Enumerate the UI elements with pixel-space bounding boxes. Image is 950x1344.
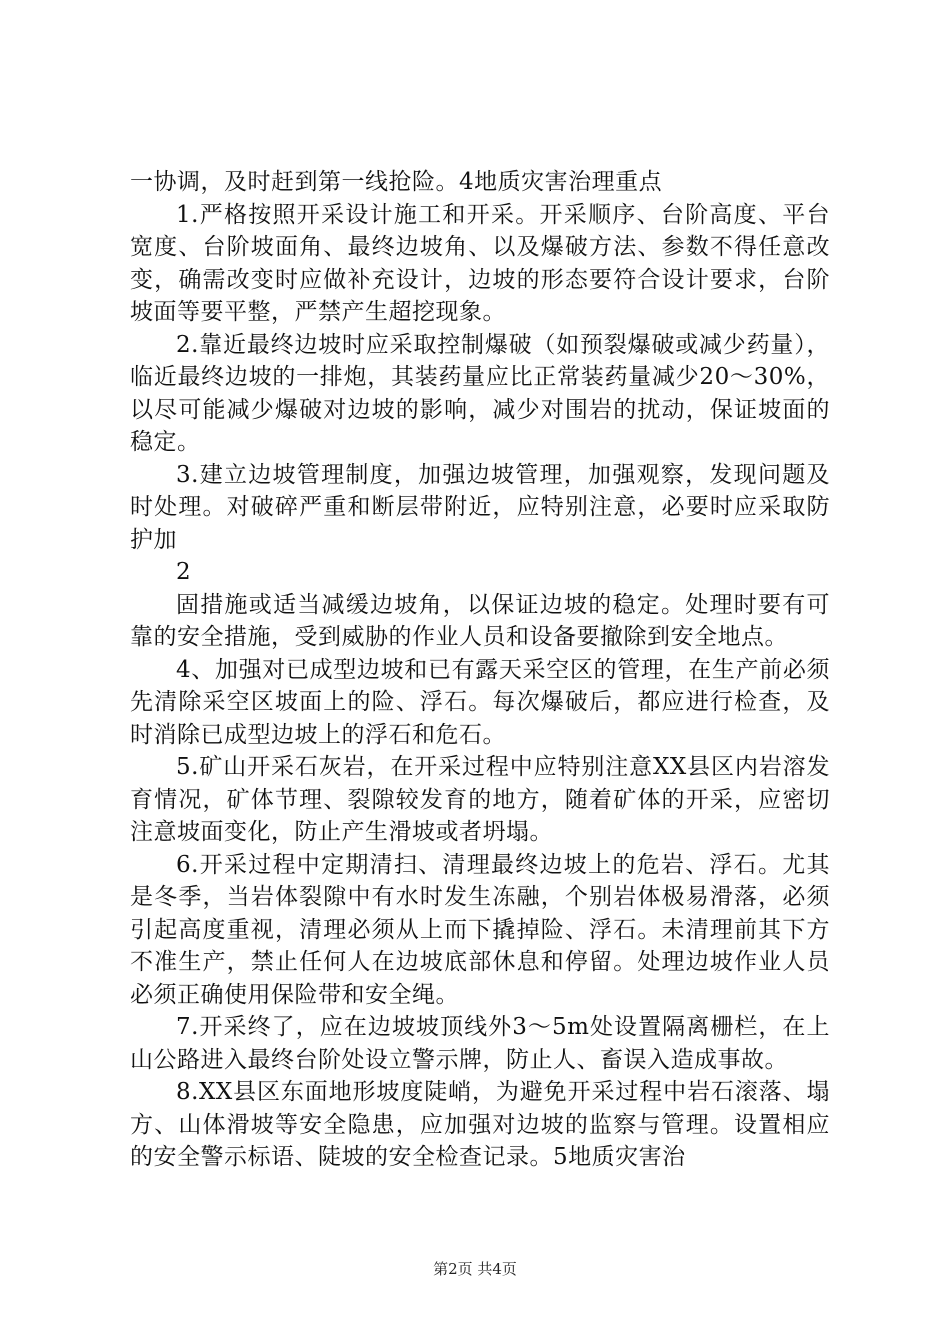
paragraph-item-6: 6.开采过程中定期清扫、清理最终边坡上的危岩、浮石。尤其是冬季，当岩体裂隙中有水时发生冻融，个别岩体极易滑落，必须引起高度重视，清理必须从上而下撬掉险、浮石。未清理前其下方不准生产，禁止任何人在边坡底部休息和停留。处理边坡作业人员必须正确使用保险带和安全绳。: [130, 851, 830, 1008]
document-body: [130, 166, 830, 1174]
paragraph-item-5: 5.矿山开采石灰岩，在开采过程中应特别注意XX县区内岩溶发育情况，矿体节理、裂隙较发育的地方，随着矿体的开采，应密切注意坡面变化，防止产生滑坡或者坍塌。: [130, 754, 830, 845]
paragraph-item-3: 3.建立边坡管理制度，加强边坡管理，加强观察，发现问题及时处理。对破碎严重和断层带附近，应特别注意，必要时应采取防护加: [130, 461, 830, 553]
paragraph-item-7: 7.开采终了，应在边坡坡顶线外3～5m处设置隔离栅栏，在上山公路进入最终台阶处设立警示牌，防止人、畜误入造成事故。: [130, 1014, 830, 1073]
paragraph-item-4: 4、加强对已成型边坡和已有露天采空区的管理，在生产前必须先清除采空区坡面上的险、浮石。每次爆破后，都应进行检查，及时消除已成型边坡上的浮石和危石。: [130, 656, 830, 748]
paragraph-item-1: 1.严格按照开采设计施工和开采。开采顺序、台阶高度、平台宽度、台阶坡面角、最终边坡角、以及爆破方法、参数不得任意改变，确需改变时应做补充设计，边坡的形态要符合设计要求，台阶坡面等要平整，严禁产生超挖现象。: [130, 201, 830, 325]
paragraph-continuation: 一协调，及时赶到第一线抢险。4地质灾害治理重点: [130, 169, 663, 195]
paragraph-item-2: 2.靠近最终边坡时应采取控制爆破（如预裂爆破或减少药量），临近最终边坡的一排炮，其装药量应比正常装药量减少20～30%，以尽可能减少爆破对边坡的影响，减少对围岩的扰动，保证坡面的稳定。: [130, 331, 830, 455]
paragraph-item-3-continued: 固措施或适当减缓边坡角，以保证边坡的稳定。处理时要有可靠的安全措施，受到威胁的作业人员和设备要撤除到安全地点。: [130, 591, 830, 650]
paragraph-item-8: 8.XX县区东面地形坡度陡峭，为避免开采过程中岩石滚落、塌方、山体滑坡等安全隐患，应加强对边坡的监察与管理。设置相应的安全警示标语、陡坡的安全检查记录。5地质灾害治: [130, 1079, 830, 1170]
inline-page-number: 2: [176, 559, 192, 585]
page-footer: 第2页 共4页: [433, 1260, 517, 1278]
